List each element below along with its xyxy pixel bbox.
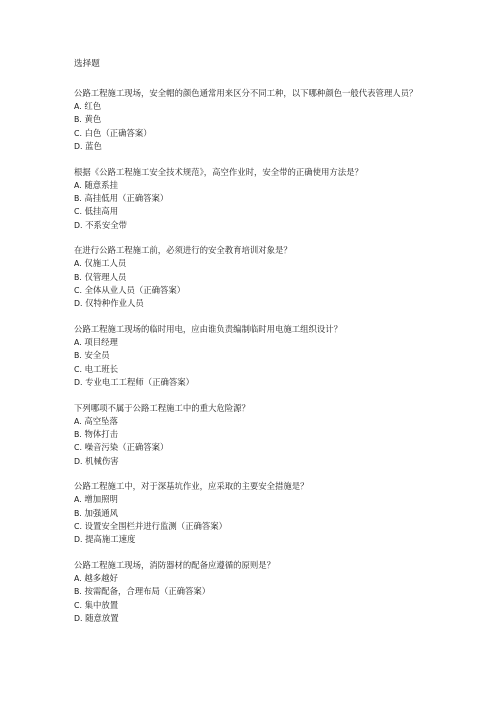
answer-option bbox=[74, 127, 434, 140]
question-stem: 公路工程施工中，对于深基坑作业，应采取的主要安全措施是？ bbox=[74, 481, 309, 492]
answer-option bbox=[74, 336, 434, 349]
answer-option bbox=[74, 284, 434, 297]
document-page bbox=[74, 58, 434, 637]
option-text: 增加照明 bbox=[84, 494, 118, 505]
option-letter: B. bbox=[74, 508, 82, 518]
option-text: 蓝色 bbox=[85, 141, 102, 152]
question-block bbox=[74, 480, 434, 547]
option-letter: D. bbox=[74, 535, 83, 545]
option-letter: D. bbox=[74, 456, 83, 466]
answer-option bbox=[74, 271, 434, 284]
question-stem: 在进行公路工程施工前，必须进行的安全教育培训对象是？ bbox=[74, 245, 292, 256]
question-block bbox=[74, 559, 434, 626]
question-stem: 公路工程施工现场，安全帽的颜色通常用来区分不同工种，以下哪种颜色一般代表管理人员？ bbox=[74, 88, 418, 98]
option-letter: C. bbox=[74, 207, 82, 217]
option-text: 安全员 bbox=[84, 350, 110, 361]
question-block bbox=[74, 323, 434, 390]
answer-option bbox=[74, 363, 434, 376]
option-letter: C. bbox=[74, 128, 82, 138]
answer-option bbox=[74, 428, 434, 441]
option-letter: C. bbox=[74, 286, 82, 296]
question-stem: 公路工程施工现场的临时用电，应由谁负责编制临时用电施工组织设计？ bbox=[74, 323, 342, 334]
option-letter: D. bbox=[74, 299, 83, 309]
option-text: 仅施工人员 bbox=[84, 258, 127, 269]
question-list bbox=[74, 87, 434, 625]
answer-option bbox=[74, 507, 434, 520]
answer-option bbox=[74, 179, 434, 192]
answer-option bbox=[74, 257, 434, 270]
option-text: 按需配备，合理布局（正确答案） bbox=[84, 586, 211, 597]
answer-option bbox=[74, 585, 434, 598]
option-letter: A. bbox=[74, 416, 82, 426]
option-text: 专业电工工程师（正确答案） bbox=[85, 377, 195, 388]
answer-option bbox=[74, 192, 434, 205]
option-text: 噪音污染（正确答案） bbox=[84, 442, 169, 453]
answer-option bbox=[74, 533, 434, 546]
option-letter: C. bbox=[74, 600, 82, 610]
question-stem: 根据《公路工程施工安全技术规范》，高空作业时，安全带的正确使用方法是？ bbox=[74, 166, 363, 177]
option-text: 仅特种作业人员 bbox=[85, 298, 144, 309]
option-text: 高挂低用（正确答案） bbox=[84, 193, 169, 204]
question-stem: 下列哪项不属于公路工程施工中的重大危险源？ bbox=[74, 402, 250, 413]
option-text: 电工班长 bbox=[84, 363, 119, 374]
option-letter: A. bbox=[74, 259, 82, 269]
answer-option bbox=[74, 349, 434, 362]
option-letter: C. bbox=[74, 443, 82, 453]
option-text: 仅管理人员 bbox=[84, 271, 127, 282]
answer-option bbox=[74, 415, 434, 428]
option-text: 机械伤害 bbox=[85, 455, 119, 466]
answer-option bbox=[74, 205, 434, 218]
option-letter: D. bbox=[74, 142, 83, 152]
section-heading: 选择题 bbox=[74, 59, 100, 69]
answer-option bbox=[74, 520, 434, 533]
option-text: 黄色 bbox=[84, 114, 102, 125]
option-text: 高空坠落 bbox=[84, 415, 118, 426]
answer-option bbox=[74, 455, 434, 468]
answer-option bbox=[74, 376, 434, 389]
option-letter: A. bbox=[74, 337, 82, 347]
option-text: 不系安全带 bbox=[85, 219, 128, 230]
question-block bbox=[74, 244, 434, 311]
option-text: 随意系挂 bbox=[84, 179, 118, 190]
option-text: 加强通风 bbox=[84, 507, 118, 518]
option-letter: C. bbox=[74, 521, 82, 531]
option-letter: C. bbox=[74, 364, 82, 374]
option-text: 提高施工速度 bbox=[85, 534, 136, 545]
option-letter: B. bbox=[74, 587, 82, 597]
answer-option bbox=[74, 297, 434, 310]
option-letter: A. bbox=[74, 573, 82, 583]
option-text: 随意放置 bbox=[85, 612, 119, 623]
answer-option bbox=[74, 572, 434, 585]
option-text: 项目经理 bbox=[84, 336, 118, 347]
question-stem: 公路工程施工现场，消防器材的配备应遵循的原则是？ bbox=[74, 559, 275, 570]
answer-option bbox=[74, 612, 434, 625]
option-letter: A. bbox=[74, 495, 82, 505]
option-text: 越多越好 bbox=[84, 572, 118, 583]
option-text: 设置安全围栏并进行监测（正确答案） bbox=[84, 520, 227, 531]
option-text: 白色（正确答案） bbox=[84, 127, 152, 138]
question-block bbox=[74, 87, 434, 154]
option-letter: D. bbox=[74, 378, 83, 388]
option-letter: D. bbox=[74, 220, 83, 230]
option-letter: B. bbox=[74, 272, 82, 282]
option-letter: D. bbox=[74, 613, 83, 623]
option-letter: B. bbox=[74, 351, 82, 361]
option-text: 红色 bbox=[84, 101, 102, 111]
option-letter: A. bbox=[74, 102, 82, 111]
answer-option bbox=[74, 599, 434, 612]
answer-option bbox=[74, 113, 434, 126]
answer-option bbox=[74, 441, 434, 454]
answer-option bbox=[74, 219, 434, 232]
option-text: 集中放置 bbox=[84, 599, 119, 610]
question-block bbox=[74, 402, 434, 469]
answer-option bbox=[74, 100, 434, 113]
question-block bbox=[74, 166, 434, 233]
answer-option bbox=[74, 493, 434, 506]
option-letter: B. bbox=[74, 429, 82, 439]
answer-option bbox=[74, 140, 434, 153]
option-letter: B. bbox=[74, 115, 82, 125]
option-text: 全体从业人员（正确答案） bbox=[84, 285, 186, 296]
option-letter: B. bbox=[74, 194, 82, 204]
option-text: 低挂高用 bbox=[84, 206, 119, 217]
option-text: 物体打击 bbox=[84, 428, 118, 439]
option-letter: A. bbox=[74, 180, 82, 190]
